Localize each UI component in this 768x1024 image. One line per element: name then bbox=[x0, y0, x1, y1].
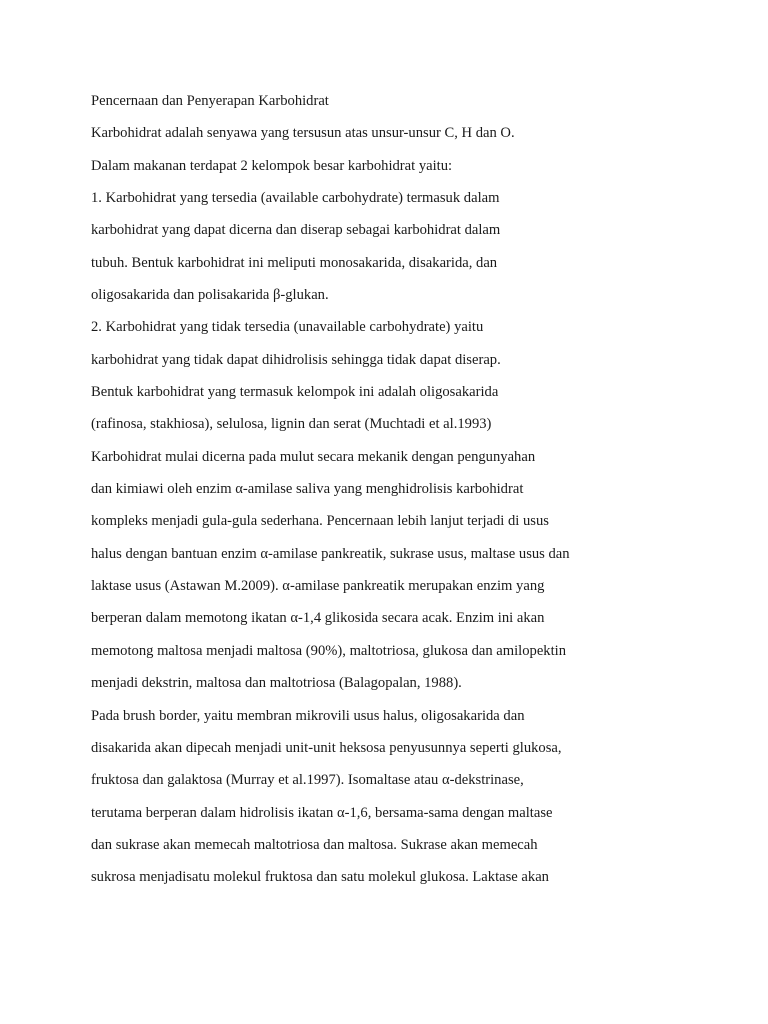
text-line: berperan dalam memotong ikatan α-1,4 glikosida secara acak. Enzim ini akan bbox=[91, 610, 545, 626]
list-item-1: 1. Karbohidrat yang tersedia (available carbohydrate) termasuk dalam bbox=[91, 190, 500, 206]
text-line: menjadi dekstrin, maltosa dan maltotriosa (Balagopalan, 1988). bbox=[91, 675, 462, 691]
document-title: Pencernaan dan Penyerapan Karbohidrat bbox=[91, 93, 329, 109]
text-line: laktase usus (Astawan M.2009). α-amilase pankreatik merupakan enzim yang bbox=[91, 578, 545, 594]
text-line: kompleks menjadi gula-gula sederhana. Pencernaan lebih lanjut terjadi di usus bbox=[91, 513, 549, 529]
text-line: Bentuk karbohidrat yang termasuk kelompok ini adalah oligosakarida bbox=[91, 384, 499, 400]
text-line: tubuh. Bentuk karbohidrat ini meliputi monosakarida, disakarida, dan bbox=[91, 255, 498, 271]
text-line: Dalam makanan terdapat 2 kelompok besar karbohidrat yaitu: bbox=[91, 158, 453, 174]
text-line: Karbohidrat mulai dicerna pada mulut secara mekanik dengan pengunyahan bbox=[91, 449, 536, 465]
text-line: sukrosa menjadisatu molekul fruktosa dan satu molekul glukosa. Laktase akan bbox=[91, 869, 549, 885]
text-line: oligosakarida dan polisakarida β-glukan. bbox=[91, 287, 329, 303]
text-line: dan sukrase akan memecah maltotriosa dan maltosa. Sukrase akan memecah bbox=[91, 837, 538, 853]
text-line: memotong maltosa menjadi maltosa (90%), maltotriosa, glukosa dan amilopektin bbox=[91, 643, 567, 659]
text-line: karbohidrat yang dapat dicerna dan diserap sebagai karbohidrat dalam bbox=[91, 222, 501, 238]
text-line: Pada brush border, yaitu membran mikrovili usus halus, oligosakarida dan bbox=[91, 708, 525, 724]
text-line: (rafinosa, stakhiosa), selulosa, lignin dan serat (Muchtadi et al.1993) bbox=[91, 416, 492, 432]
text-line: fruktosa dan galaktosa (Murray et al.1997). Isomaltase atau α-dekstrinase, bbox=[91, 772, 524, 788]
list-item-2: 2. Karbohidrat yang tidak tersedia (unavailable carbohydrate) yaitu bbox=[91, 319, 484, 335]
text-line: halus dengan bantuan enzim α-amilase pankreatik, sukrase usus, maltase usus dan bbox=[91, 546, 570, 562]
text-line: disakarida akan dipecah menjadi unit-unit heksosa penyusunnya seperti glukosa, bbox=[91, 740, 562, 756]
text-line: terutama berperan dalam hidrolisis ikatan α-1,6, bersama-sama dengan maltase bbox=[91, 805, 553, 821]
text-line: Karbohidrat adalah senyawa yang tersusun atas unsur-unsur C, H dan O. bbox=[91, 125, 515, 141]
text-line: dan kimiawi oleh enzim α-amilase saliva yang menghidrolisis karbohidrat bbox=[91, 481, 524, 497]
text-line: karbohidrat yang tidak dapat dihidrolisis sehingga tidak dapat diserap. bbox=[91, 352, 501, 368]
